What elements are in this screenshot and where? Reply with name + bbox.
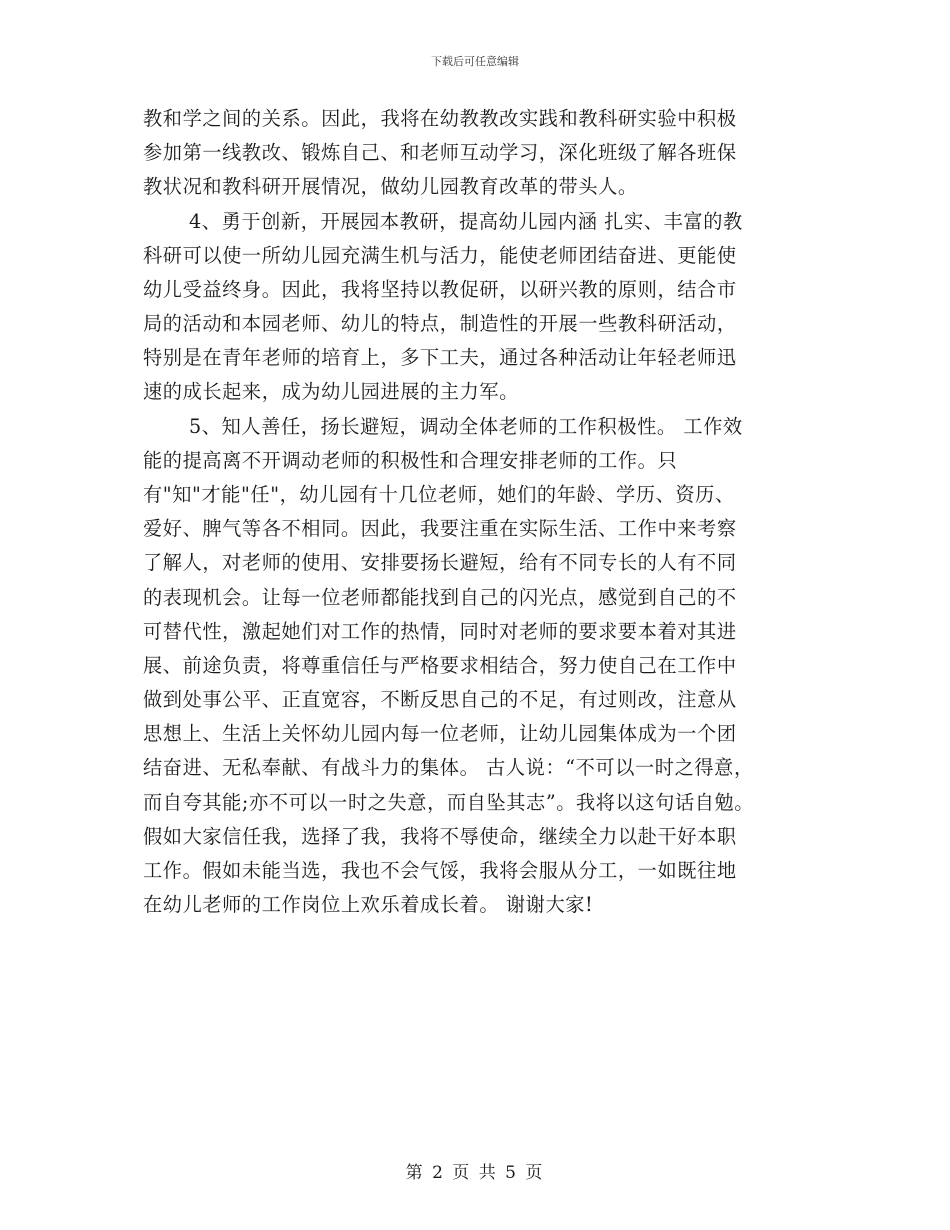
text-line: 工作。假如未能当选，我也不会气馁，我将会服从分工，一如既往地 [143, 859, 737, 882]
text-line: 幼儿受益终身。因此，我将坚持以教促研，以研兴教的原则，结合市 [143, 278, 737, 301]
text-line: 思想上、生活上关怀幼儿园内每一位老师，让幼儿园集体成为一个团 [143, 722, 737, 745]
text-line: 结奋进、无私奉献、有战斗力的集体。 古人说：“不可以一时之得意， [143, 756, 754, 779]
text-line: 爱好、脾气等各不相同。因此，我要注重在实际生活、工作中来考察 [143, 517, 737, 540]
text-line: 的表现机会。让每一位老师都能找到自己的闪光点，感觉到自己的不 [143, 586, 737, 609]
text-line: 教状况和教科研开展情况，做幼儿园教育改革的带头人。 [143, 175, 638, 198]
text-line: 有"知"才能"任"，幼儿园有十几位老师，她们的年龄、学历、资历、 [143, 483, 735, 506]
text-line: 5、知人善任，扬长避短，调动全体老师的工作积极性。 工作效 [189, 415, 743, 438]
text-line: 4、勇于创新，开展园本教研，提高幼儿园内涵 扎实、丰富的教 [189, 210, 743, 233]
text-line: 可替代性，激起她们对工作的热情，同时对老师的要求要本着对其进 [143, 620, 737, 643]
text-line: 做到处事公平、正直宽容，不断反思自己的不足，有过则改，注意从 [143, 688, 737, 711]
text-line: 而自夸其能;亦不可以一时之失意，而自坠其志”。我将以这句话自勉。 [143, 791, 755, 814]
page-number: 第 2 页 共 5 页 [405, 1163, 545, 1183]
text-line: 展、前途负责，将尊重信任与严格要求相结合，努力使自己在工作中 [143, 654, 737, 677]
text-line: 教和学之间的关系。因此，我将在幼教教改实践和教科研实验中积极 [143, 107, 737, 130]
text-line: 能的提高离不开调动老师的积极性和合理安排老师的工作。只 [143, 449, 678, 472]
text-line: 在幼儿老师的工作岗位上欢乐着成长着。 谢谢大家! [143, 893, 594, 916]
text-line: 局的活动和本园老师、幼儿的特点，制造性的开展一些教科研活动， [143, 312, 737, 335]
page-header-note: 下载后可任意编辑 [431, 55, 519, 68]
text-line: 特别是在青年老师的培育上，多下工夫，通过各种活动让年轻老师迅 [143, 346, 737, 369]
text-line: 了解人，对老师的使用、安排要扬长避短，给有不同专长的人有不同 [143, 551, 737, 574]
text-line: 假如大家信任我，选择了我，我将不辱使命，继续全力以赴干好本职 [143, 825, 737, 848]
text-line: 参加第一线教改、锻炼自己、和老师互动学习，深化班级了解各班保 [143, 141, 737, 164]
text-line: 科研可以使一所幼儿园充满生机与活力，能使老师团结奋进、更能使 [143, 244, 737, 267]
text-line: 速的成长起来，成为幼儿园进展的主力军。 [143, 380, 519, 403]
